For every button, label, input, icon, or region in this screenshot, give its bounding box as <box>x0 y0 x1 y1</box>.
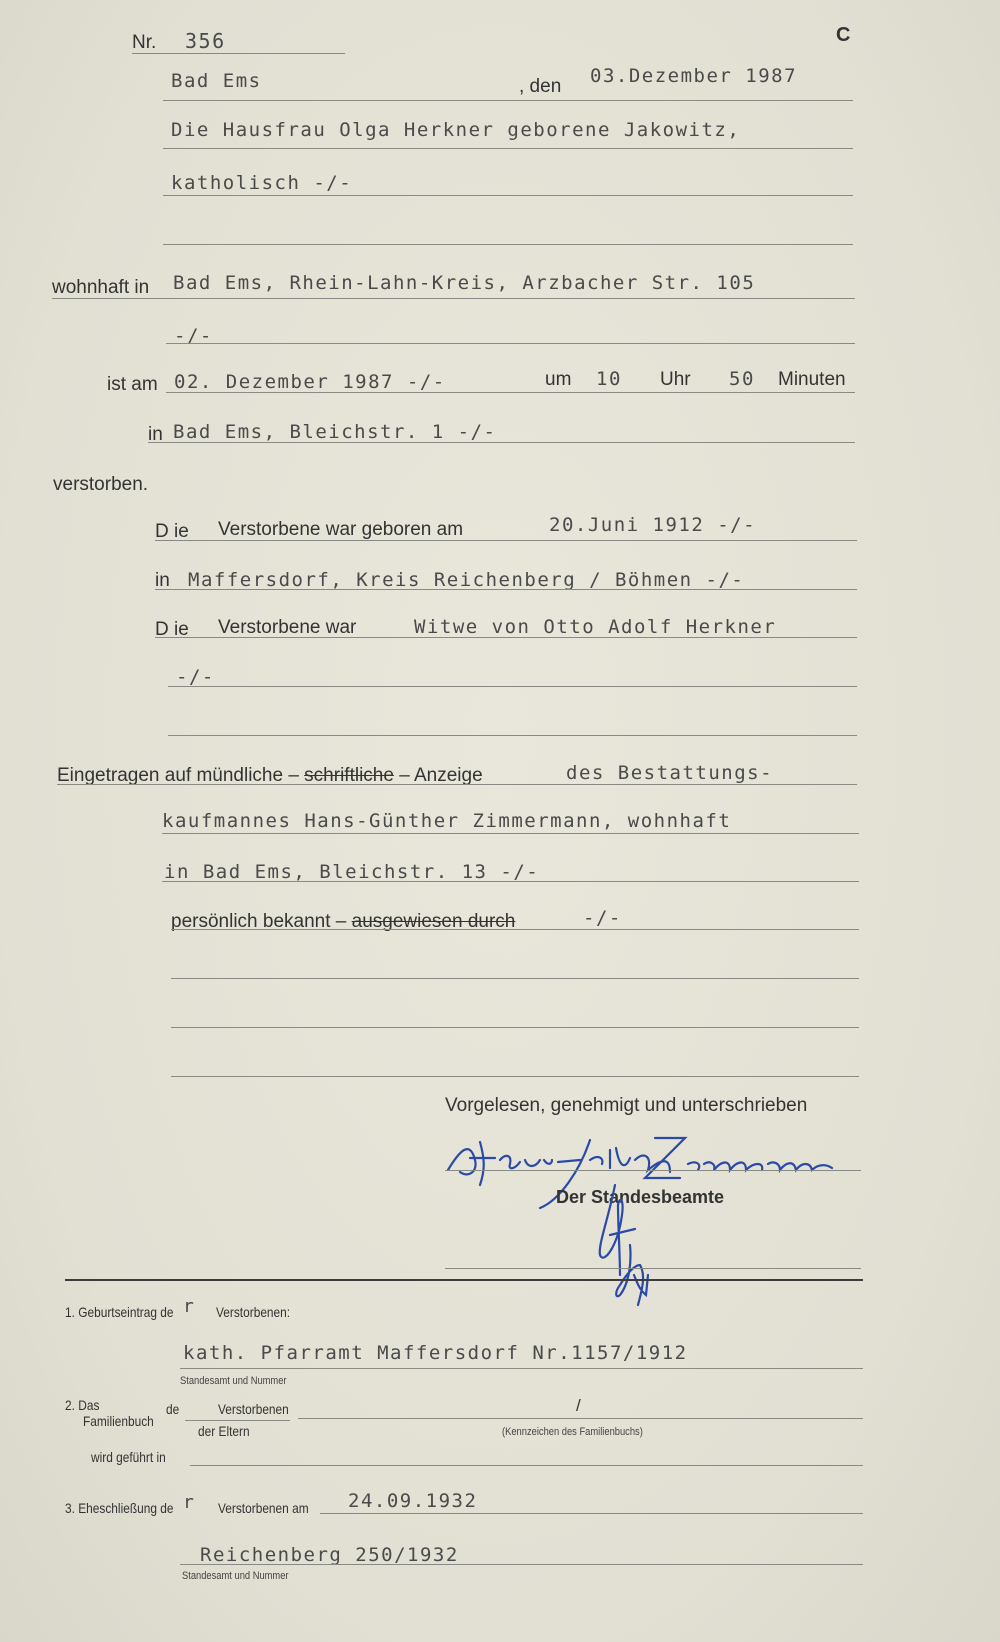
residence-cont-underline <box>166 343 855 344</box>
nr-underline <box>132 53 345 54</box>
status-cont-underline <box>168 686 857 687</box>
death-minutes: 50 <box>729 368 755 390</box>
birth-place-underline <box>155 589 857 590</box>
footer-item2-label-b: Familienbuch <box>83 1413 154 1429</box>
footer-item3-label-b: Verstorbenen am <box>218 1500 309 1516</box>
registration-value-2: kaufmannes Hans-Günther Zimmermann, wohnhaft <box>162 810 732 832</box>
blank-line-2 <box>171 1027 859 1028</box>
death-in-label: in <box>148 424 163 445</box>
birth-label: Verstorbene war geboren am <box>218 519 464 540</box>
registration-label-struck: schriftliche <box>304 765 394 786</box>
blank-line-3 <box>171 1076 859 1077</box>
residence-cont: -/- <box>174 325 213 347</box>
footer-item3-value-underline <box>180 1564 863 1565</box>
header-date: 03.Dezember 1987 <box>590 65 798 87</box>
registration-label-a: Eingetragen auf mündliche – <box>57 765 299 786</box>
death-hour: 10 <box>596 368 622 390</box>
death-place-underline <box>148 442 855 443</box>
footer-item1-caption: Standesamt und Nummer <box>180 1375 287 1387</box>
birth-date-underline <box>155 540 857 541</box>
registration-underline-2 <box>162 833 859 834</box>
status-article: D ie <box>155 619 189 640</box>
status-label: Verstorbene war <box>218 617 357 638</box>
registration-underline-1 <box>57 784 857 785</box>
status-value: Witwe von Otto Adolf Herkner <box>414 616 777 638</box>
footer-item3-date: 24.09.1932 <box>348 1490 478 1512</box>
status-underline <box>155 637 857 638</box>
death-date: 02. Dezember 1987 -/- <box>174 371 446 393</box>
footer-item1-suffix: r <box>183 1296 196 1317</box>
den-label: , den <box>519 76 562 97</box>
footer-item1-value: kath. Pfarramt Maffersdorf Nr.1157/1912 <box>183 1342 688 1364</box>
residence-value: Bad Ems, Rhein-Lahn-Kreis, Arzbacher Str. 105 <box>173 272 756 294</box>
death-date-underline <box>166 392 855 393</box>
blank-line-1 <box>171 978 859 979</box>
footer-item3-value: Reichenberg 250/1932 <box>200 1544 459 1566</box>
birth-place: Maffersdorf, Kreis Reichenberg / Böhmen -/- <box>188 569 745 591</box>
residence-underline <box>52 298 855 299</box>
verstorben-label: verstorben. <box>53 474 149 495</box>
footer-item3-label: 3. Eheschließung de <box>65 1500 174 1516</box>
known-label-a: persönlich bekannt – <box>171 911 347 932</box>
minuten-label: Minuten <box>778 369 846 390</box>
footer-item2-wird-underline <box>190 1465 863 1466</box>
name-line: Die Hausfrau Olga Herkner geborene Jakowitz, <box>171 119 741 141</box>
read-approved-label: Vorgelesen, genehmigt und unterschrieben <box>445 1095 808 1116</box>
footer-item2-wird: wird geführt in <box>91 1449 166 1465</box>
footer-item1-label: 1. Geburtseintrag de <box>65 1304 174 1320</box>
status-blank-underline <box>168 735 857 736</box>
blank-underline <box>163 244 853 245</box>
um-label: um <box>545 369 572 390</box>
footer-item3-underline <box>320 1513 863 1514</box>
ist-am-label: ist am <box>107 374 158 395</box>
official-initials <box>590 1165 660 1315</box>
registration-underline-3 <box>162 881 859 882</box>
registration-value-1: des Bestattungs- <box>566 762 774 784</box>
footer-divider <box>65 1279 863 1281</box>
birth-in-label: in <box>155 570 170 591</box>
header-place: Bad Ems <box>171 70 262 92</box>
known-underline <box>171 929 859 930</box>
registration-label-b: – Anzeige <box>399 765 483 786</box>
footer-item2-slash: / <box>576 1396 581 1415</box>
register-letter: C <box>836 24 851 46</box>
footer-item1-underline <box>180 1368 863 1369</box>
official-label: Der Standesbeamte <box>556 1187 725 1207</box>
death-place: Bad Ems, Bleichstr. 1 -/- <box>173 421 497 443</box>
footer-item3-suffix: r <box>183 1492 196 1513</box>
known-label-struck: ausgewiesen durch <box>351 911 516 932</box>
known-value: -/- <box>583 907 622 929</box>
religion-underline <box>163 195 853 196</box>
religion-line: katholisch -/- <box>171 172 353 194</box>
footer-item2-label-a: 2. Das <box>65 1397 100 1413</box>
uhr-label: Uhr <box>660 369 691 390</box>
status-cont: -/- <box>176 666 215 688</box>
name-underline <box>163 148 853 149</box>
birth-date: 20.Juni 1912 -/- <box>549 514 757 536</box>
header-underline <box>163 100 853 101</box>
birth-article: D ie <box>155 521 189 542</box>
footer-item3-caption: Standesamt und Nummer <box>182 1570 289 1582</box>
footer-item2-opt-a: Verstorbenen <box>218 1401 289 1417</box>
footer-item1-label-b: Verstorbenen: <box>216 1304 291 1320</box>
footer-item2-caption: (Kennzeichen des Familienbuchs) <box>502 1426 643 1438</box>
nr-label: Nr. <box>132 32 157 53</box>
footer-item2-option-divider <box>185 1420 290 1421</box>
footer-item2-underline <box>298 1418 863 1419</box>
registration-value-3: in Bad Ems, Bleichstr. 13 -/- <box>164 861 540 883</box>
residence-label: wohnhaft in <box>52 277 150 298</box>
footer-item2-de: de <box>166 1401 180 1417</box>
nr-value: 356 <box>185 29 226 53</box>
official-underline <box>445 1268 861 1269</box>
footer-item2-opt-b: der Eltern <box>198 1423 250 1439</box>
